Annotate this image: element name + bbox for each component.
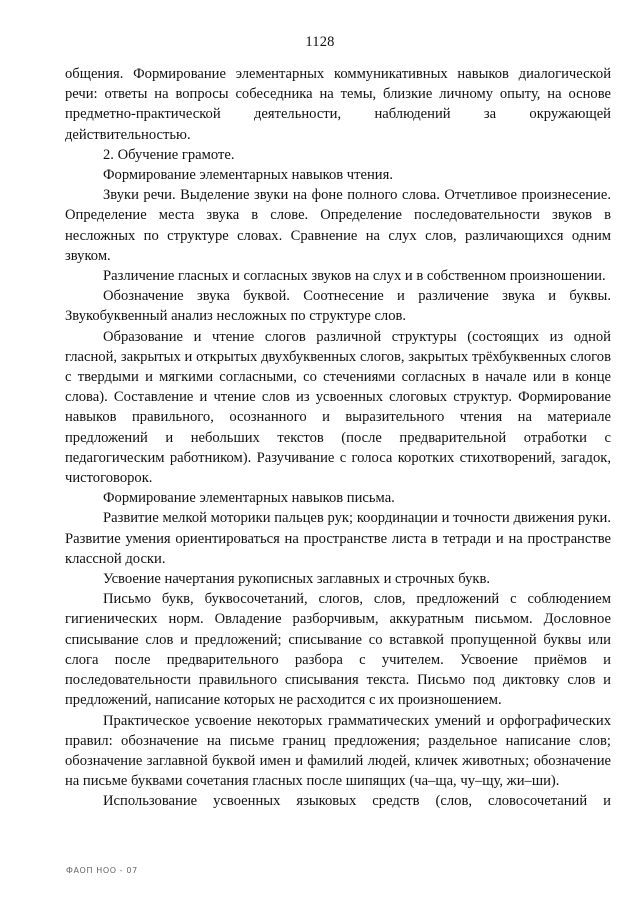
document-body [65,64,611,812]
paragraph-8: Формирование элементарных навыков письма. [103,490,395,507]
paragraph-4: Звуки речи. Выделение звуки на фоне полного слова. Отчетливое произнесение. Определение места звука в слове. Определение последовательности звуков в несложных по структуре словах. Сравнение на слух слов, различающихся одним звуком. [65,187,611,264]
footer-document-code: ФАОП НОО - 07 [66,866,138,875]
paragraph-1: общения. Формирование элементарных коммуникативных навыков диалогической речи: ответы на вопросы собеседника на темы, близкие личному опыту, на основе предметно-практической деятельности, наблюдений за окружающей действительностью. [65,66,611,143]
paragraph-11: Письмо букв, буквосочетаний, слогов, слов, предложений с соблюдением гигиенических норм. Овладение разборчивым, аккуратным письмом. Дословное списывание слов и предложений; списывание со вставкой пропущенной буквы или слога после предварительного разбора с учителем. Усвоение приёмов и последовательности правильного списывания текста. Письмо под диктовку слов и предложений, написание которых не расходится с их произношением. [65,591,611,709]
paragraph-9: Развитие мелкой моторики пальцев рук; координации и точности движения руки. Развитие умения ориентироваться на пространстве листа в тетради и на пространстве классной доски. [65,510,611,567]
paragraph-2: 2. Обучение грамоте. [103,146,235,163]
paragraph-13: Использование усвоенных языковых средств (слов, словосочетаний и [103,793,611,810]
paragraph-10: Усвоение начертания рукописных заглавных и строчных букв. [103,571,490,588]
paragraph-5: Различение гласных и согласных звуков на слух и в собственном произношении. [103,268,606,285]
page-number: 1128 [305,34,335,50]
paragraph-7: Образование и чтение слогов различной структуры (состоящих из одной гласной, закрытых и открытых двухбуквенных слогов, закрытых трёхбуквенных слогов с твердыми и мягкими согласными, со стечениями согласных в начале или в конце слова). Составление и чтение слов из усвоенных слоговых структур. Формирование навыков правильного, осознанного и выразительного чтения на материале предложений и небольших текстов (после предварительной отработки с педагогическим работником). Разучивание с голоса коротких стихотворений, загадок, чистоговорок. [65,328,611,487]
paragraph-12: Практическое усвоение некоторых грамматических умений и орфографических правил: обозначение на письме границ предложения; раздельное написание слов; обозначение заглавной буквой имен и фамилий людей, кличек животных; обозначение на письме буквами сочетания гласных после шипящих (ча–ща, чу–щу, жи–ши). [65,712,611,790]
paragraph-3: Формирование элементарных навыков чтения. [103,167,393,184]
paragraph-6: Обозначение звука буквой. Соотнесение и различение звука и буквы. Звукобуквенный анализ несложных по структуре слов. [65,288,611,325]
